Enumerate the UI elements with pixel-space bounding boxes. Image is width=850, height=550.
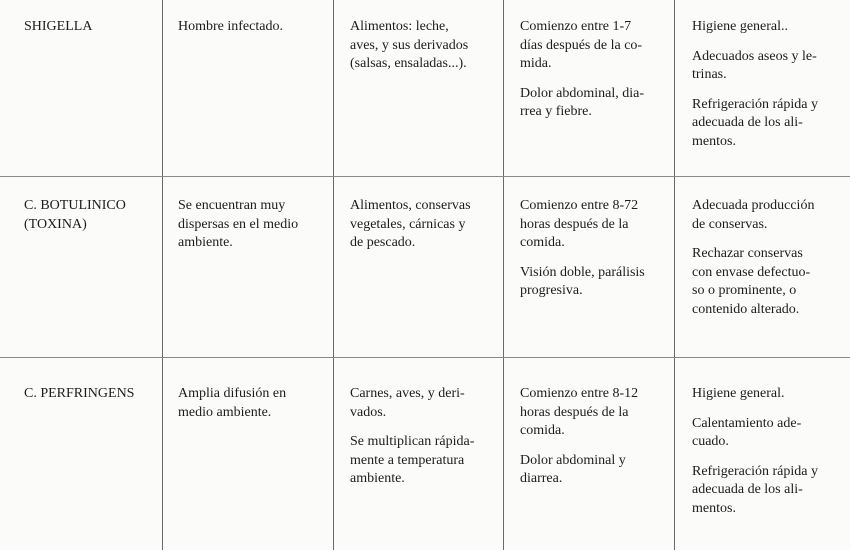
cell-line: so o prominente, o [692,283,797,298]
cell-line: medio ambiente. [178,404,272,420]
cell-paragraph [178,197,298,253]
cell-line: aves, y sus derivados [350,37,469,53]
prevention-cell [692,18,818,162]
cell-line: Dolor abdominal y [520,452,626,468]
cell-line: SHIGELLA [24,19,93,34]
cell-paragraph [520,385,638,441]
cell-paragraph [692,18,818,37]
cell-line: Se encuentran muy [178,198,286,213]
cell-line: de conservas. [692,216,768,232]
cell-line: vegetales, cárnicas y [350,216,466,232]
cell-line: trinas. [692,67,727,82]
cell-paragraph [350,433,474,489]
cell-paragraph [350,197,471,253]
column-divider [333,0,334,550]
cell-line: vados. [350,404,387,420]
cell-line: diarrea. [520,471,563,486]
cell-line: Se multiplican rápida- [350,434,475,449]
cell-paragraph [520,197,645,253]
cell-paragraph [692,197,814,234]
cell-line: Alimentos: leche, [350,19,449,34]
cell-paragraph [520,452,638,489]
row-divider [0,357,850,358]
cell-paragraph [178,18,283,37]
cell-line: Rechazar conservas [692,246,803,261]
prevention-cell [692,197,814,330]
cell-paragraph [24,197,126,234]
cell-line: C. PERFRINGENS [24,386,135,401]
cell-line: Refrigeración rápida y [692,463,818,479]
vehicle-cell [350,18,468,85]
cell-line: Refrigeración rápida y [692,96,818,112]
cell-line: Visión doble, parálisis [520,264,645,280]
cell-paragraph [692,463,818,519]
cell-line: comida. [520,423,565,438]
source-cell [178,385,286,433]
cell-line: Higiene general.. [692,19,789,34]
cell-paragraph [692,96,818,152]
cell-paragraph [692,48,818,85]
cell-line: (salsas, ensaladas...). [350,56,467,71]
cell-paragraph [350,18,468,74]
cell-line: de pescado. [350,235,416,250]
cell-line: Hombre infectado. [178,19,283,34]
cell-line: Carnes, aves, y deri- [350,386,465,401]
cell-line: Comienzo entre 1-7 [520,19,632,34]
column-divider [674,0,675,550]
cell-line: Adecuados aseos y le- [692,48,817,64]
source-cell [178,197,298,264]
cell-line: días después de la co- [520,37,643,53]
cell-paragraph [520,18,644,74]
cell-line: horas después de la [520,216,629,232]
cell-line: con envase defectuo- [692,264,811,280]
cell-line: contenido alterado. [692,301,800,317]
cell-line: rrea y fiebre. [520,104,592,119]
symptoms-cell [520,197,645,312]
cell-line: mida. [520,56,552,71]
row-divider [0,176,850,177]
cell-paragraph [692,385,818,404]
vehicle-cell [350,197,471,264]
cell-paragraph [520,85,644,122]
cell-line: Calentamiento ade- [692,415,802,431]
cell-line: horas después de la [520,404,629,420]
source-cell [178,18,283,48]
cell-paragraph [178,385,286,422]
cell-line: adecuada de los ali- [692,115,803,130]
prevention-cell [692,385,818,529]
cell-line: mente a temperatura [350,452,465,468]
cell-paragraph [350,385,474,422]
cell-line: Dolor abdominal, dia- [520,85,645,101]
cell-line: comida. [520,235,565,250]
cell-line: Comienzo entre 8-72 [520,198,639,213]
cell-line: ambiente. [178,235,233,250]
cell-line: progresiva. [520,283,583,298]
cell-line: (TOXINA) [24,216,87,232]
cell-paragraph [520,264,645,301]
cell-line: C. BOTULINICO [24,198,126,213]
symptoms-cell [520,18,644,133]
cell-line: dispersas en el medio [178,216,299,232]
cell-paragraph [24,385,134,404]
cell-line: mentos. [692,133,736,149]
cell-line: Comienzo entre 8-12 [520,386,639,401]
cell-paragraph [692,245,814,319]
cell-line: mentos. [692,500,736,516]
cell-paragraph [24,18,92,37]
vehicle-cell [350,385,474,500]
organism-cell [24,197,126,245]
cell-line: Alimentos, conservas [350,198,471,213]
cell-line: ambiente. [350,471,405,486]
symptoms-cell [520,385,638,500]
column-divider [162,0,163,550]
cell-line: Adecuada producción [692,198,815,213]
cell-line: cuado. [692,434,729,449]
cell-line: Higiene general. [692,386,785,401]
organism-cell [24,18,92,48]
column-divider [503,0,504,550]
organism-cell [24,385,134,415]
cell-line: adecuada de los ali- [692,482,803,497]
cell-paragraph [692,415,818,452]
cell-line: Amplia difusión en [178,386,287,401]
